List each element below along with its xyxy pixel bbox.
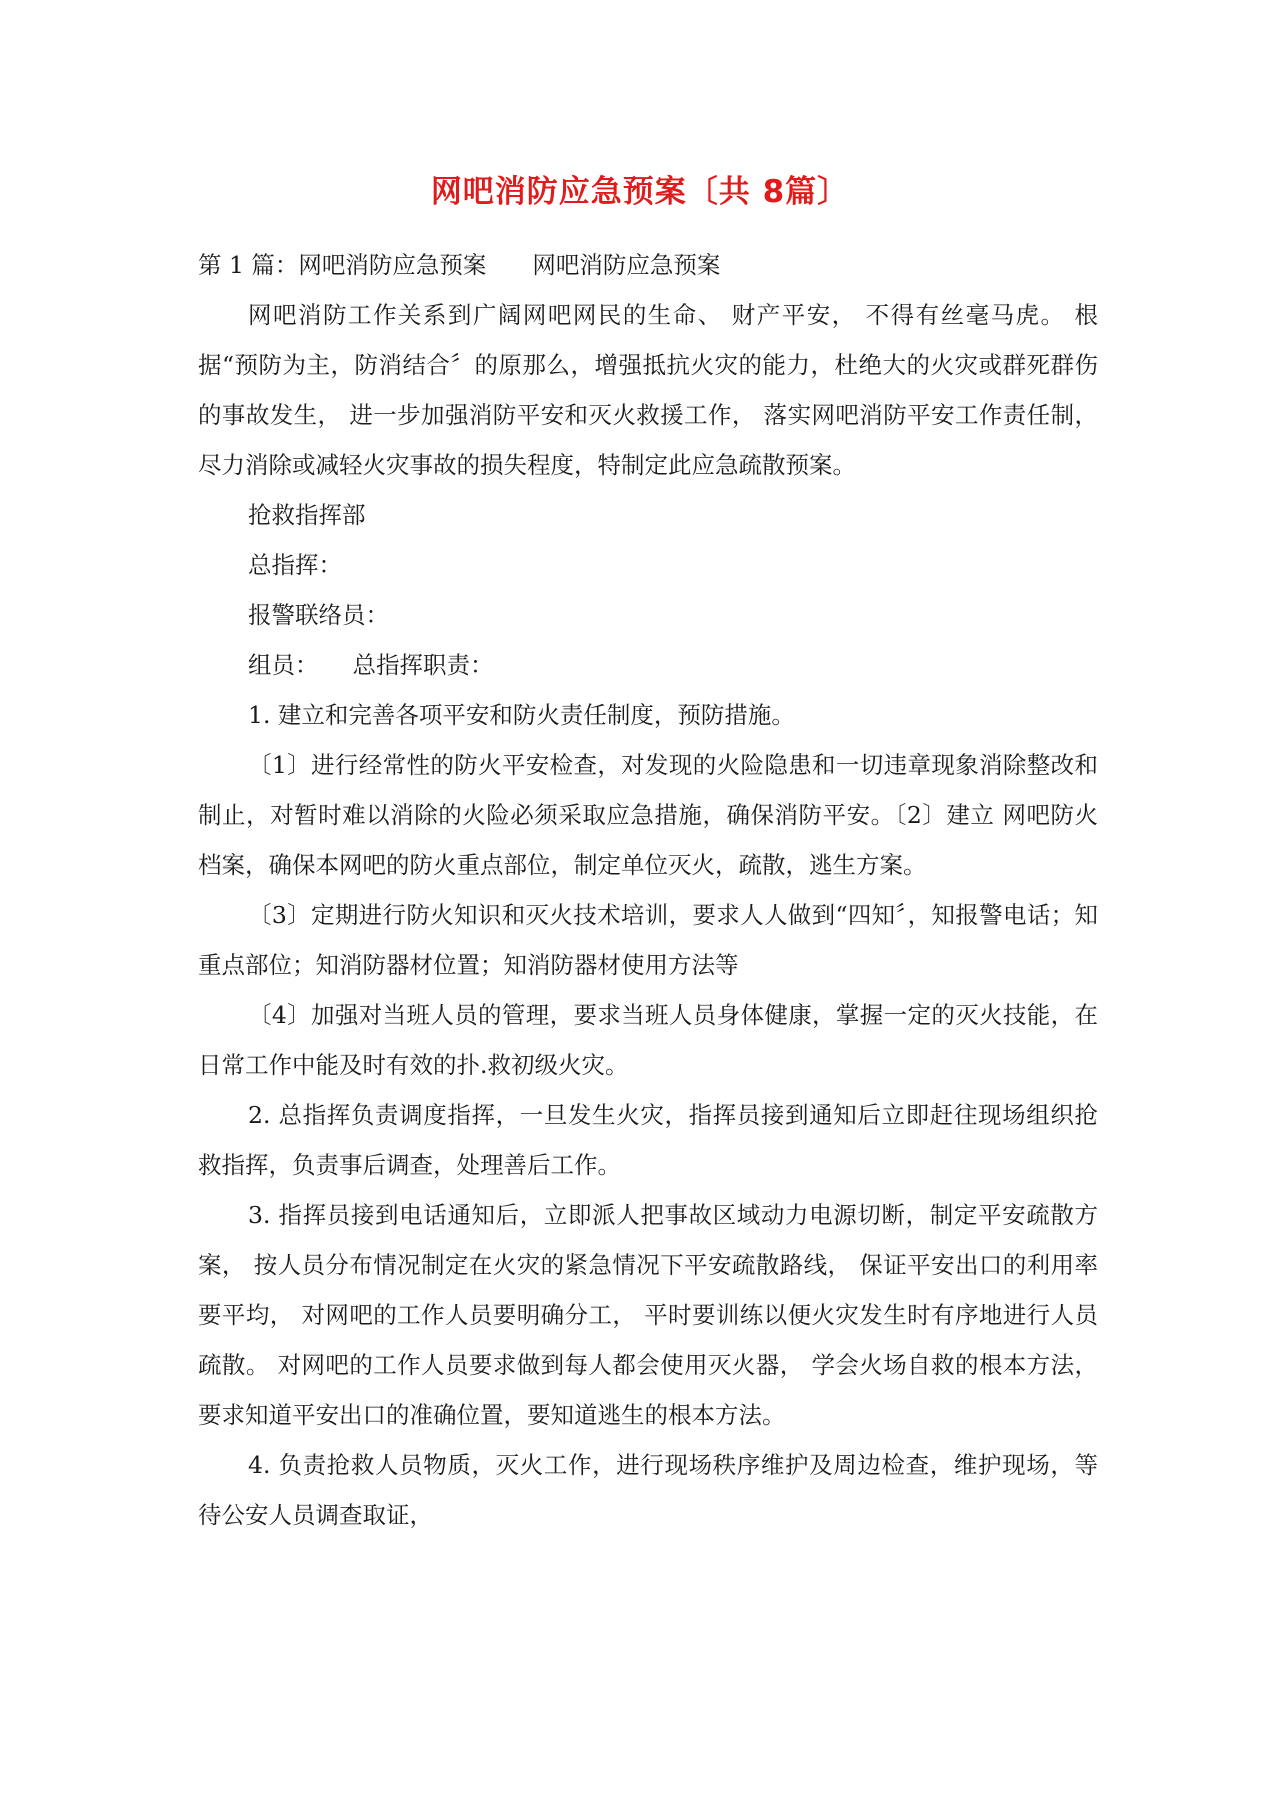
item-1-sub-2-text: 〔2〕建立 网吧防火档案，确保本网吧的防火重点部位，制定单位灭火，疏散，逃生方案。 bbox=[198, 801, 1099, 879]
chapter-subtitle: 网吧消防应急预案 bbox=[532, 251, 721, 279]
intro-paragraph: 网吧消防工作关系到广阔网吧网民的生命、 财产平安， 不得有丝毫马虎。 根据“预防为主，防消结合〞的原那么，增强抵抗火灾的能力，杜绝大的火灾或群死群伤的事故发生， 进一步加强消防平安和灭火救援工作， 落实网吧消防平安工作责任制，尽力消除或减轻火灾事故的损失程度，特制定此应急疏散预案。 bbox=[198, 301, 1098, 479]
item-1-sub-1 bbox=[198, 740, 1098, 890]
commander-duties-label: 总指挥职责： bbox=[352, 651, 494, 679]
commander-label: 总指挥： bbox=[248, 551, 342, 579]
item-1-sub-4: 〔4〕加强对当班人员的管理，要求当班人员身体健康，掌握一定的灭火技能，在日常工作中能及时有效的扑.救初级火灾。 bbox=[198, 1001, 1098, 1079]
item-2: 2. 总指挥负责调度指挥，一旦发生火灾，指挥员接到通知后立即赶往现场组织抢救指挥，负责事后调查，处理善后工作。 bbox=[198, 1101, 1098, 1179]
members-label: 组员： bbox=[248, 651, 319, 679]
chapter-heading bbox=[198, 240, 1098, 290]
item-1-sub-1-text: 〔1〕进行经常性的防火平安检查，对发现的火险隐患和一切违章现象消除整改和制止，对暂时难以消除的火险必须采取应急措施，确保消防平安。 bbox=[198, 751, 1098, 829]
alarm-liaison-label: 报警联络员： bbox=[248, 601, 389, 629]
item-4: 4. 负责抢救人员物质，灭火工作，进行现场秩序维护及周边检查，维护现场，等待公安人员调查取证， bbox=[198, 1451, 1098, 1529]
item-1: 1. 建立和完善各项平安和防火责任制度，预防措施。 bbox=[248, 701, 795, 729]
item-3: 3. 指挥员接到电话通知后，立即派人把事故区域动力电源切断，制定平安疏散方案， 按人员分布情况制定在火灾的紧急情况下平安疏散路线， 保证平安出口的利用率要平均， 对网吧的工作人员要明确分工， 平时要训练以便火灾发生时有序地进行人员疏散。 对网吧的工作人员要求做到每人都会使用灭火器， 学会火场自救的根本方法，要求知道平安出口的准确位置，要知道逃生的根本方法。 bbox=[198, 1201, 1098, 1429]
document-title: 网吧消防应急预案〔共 8篇〕 bbox=[430, 174, 850, 210]
chapter-label: 第 1 篇：网吧消防应急预案 bbox=[198, 251, 487, 279]
item-1-sub-3: 〔3〕定期进行防火知识和灭火技术培训，要求人人做到“四知〞，知报警电话；知重点部位；知消防器材位置；知消防器材使用方法等 bbox=[198, 901, 1098, 979]
members-line bbox=[198, 640, 1098, 690]
document-body bbox=[198, 240, 1098, 1540]
command-heading: 抢救指挥部 bbox=[248, 501, 366, 529]
